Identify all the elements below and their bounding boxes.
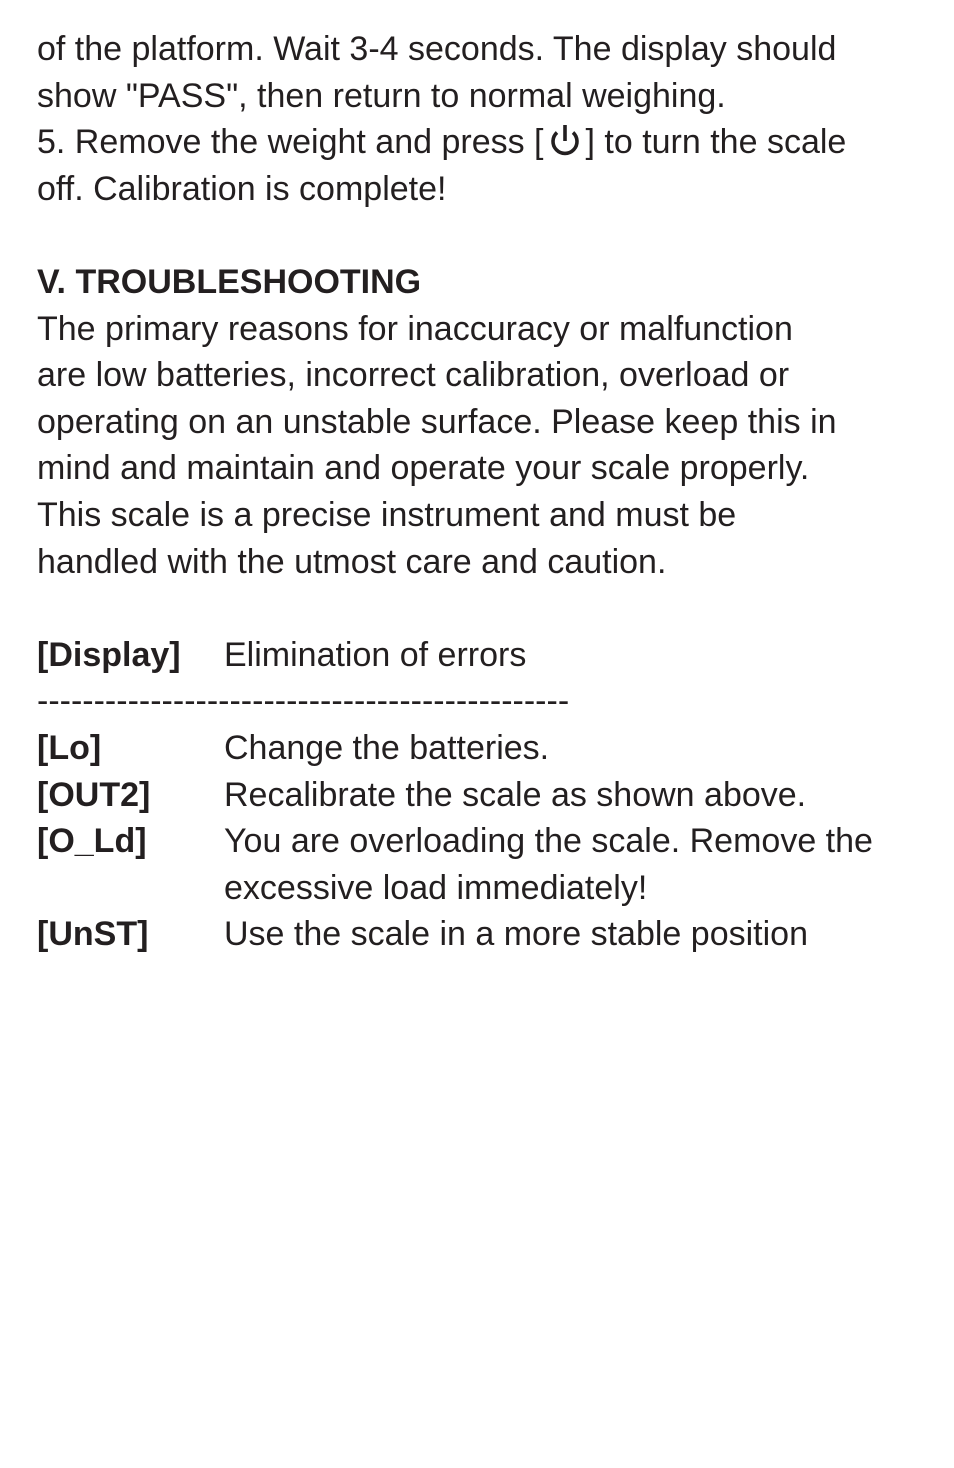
paragraph-line-6: handled with the utmost care and caution.	[37, 542, 667, 581]
table-row	[37, 818, 937, 911]
step-5-text-before: 5. Remove the weight and press [	[37, 123, 544, 162]
step-5-line-1	[37, 119, 937, 166]
table-divider: -----------------------------------------------	[37, 682, 570, 721]
error-remedy-line-1: You are overloading the scale. Remove the	[224, 822, 873, 861]
paragraph-line-4: mind and maintain and operate your scale properly.	[37, 449, 810, 488]
spacer	[37, 585, 937, 632]
section-heading: V. TROUBLESHOOTING	[37, 262, 422, 301]
step-5-text-after: ] to turn the scale	[585, 123, 847, 162]
header-code: [Display]	[37, 635, 181, 674]
error-remedy: Use the scale in a more stable position	[224, 915, 808, 954]
table-row	[37, 725, 937, 772]
paragraph-line-1: The primary reasons for inaccuracy or malfunction	[37, 309, 793, 348]
table-row	[37, 772, 937, 819]
step-5-line-2: off. Calibration is complete!	[37, 169, 447, 208]
table-row	[37, 911, 937, 958]
error-code: [UnST]	[37, 915, 149, 954]
paragraph-line-3: operating on an unstable surface. Please keep this in	[37, 402, 837, 441]
intro-line-1: of the platform. Wait 3-4 seconds. The display should	[37, 30, 837, 68]
spacer	[37, 212, 937, 259]
error-remedy: Change the batteries.	[224, 728, 550, 767]
error-remedy: Recalibrate the scale as shown above.	[224, 775, 807, 814]
error-remedy	[224, 818, 937, 911]
error-code: [OUT2]	[37, 775, 151, 814]
paragraph-line-2: are low batteries, incorrect calibration, overload or	[37, 356, 790, 395]
error-code: [Lo]	[37, 728, 102, 767]
table-header	[37, 632, 937, 679]
power-icon	[546, 123, 584, 157]
error-code: [O_Ld]	[37, 822, 147, 861]
header-desc: Elimination of errors	[224, 635, 527, 674]
error-remedy-line-2: excessive load immediately!	[224, 868, 648, 907]
paragraph-line-5: This scale is a precise instrument and must be	[37, 495, 737, 534]
intro-line-2: show "PASS", then return to normal weighing.	[37, 76, 726, 115]
manual-page	[37, 26, 937, 958]
